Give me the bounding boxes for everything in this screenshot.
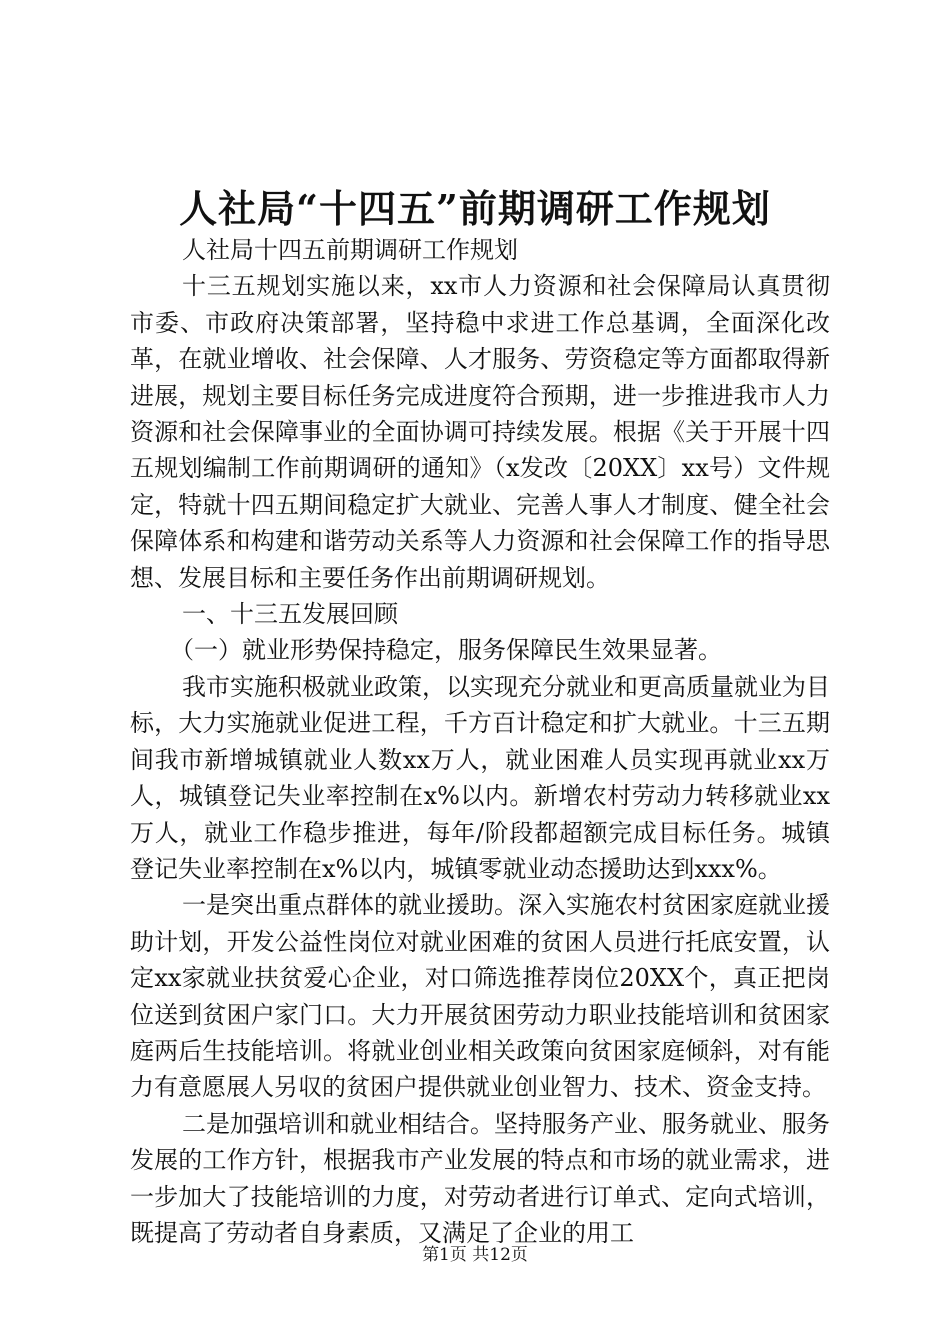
body-paragraph: 一是突出重点群体的就业援助。深入实施农村贫困家庭就业援助计划，开发公益性岗位对就业困难的贫困人员进行托底安置，认定xx家就业扶贫爱心企业，对口筛选推荐岗位20XX个，真正把岗位送到贫困户家门口。大力开展贫困劳动力职业技能培训和贫困家庭两后生技能培训。将就业创业相关政策向贫困家庭倾斜，对有能力有意愿展人另収的贫困户提供就业创业智力、技术、资金支持。 — [130, 891, 830, 1102]
section-heading: 一、十三五发展回顾 — [182, 600, 398, 629]
body-paragraph: 我市实施积极就业政策，以实现充分就业和更高质量就业为目标，大力实施就业促进工程，千方百计稳定和扩大就业。十三五期间我市新增城镇就业人数xx万人，就业困难人员实现再就业xx万人，城镇登记失业率控制在x%以内。新增农村劳动力转移就业xx万人，就业工作稳步推进，每年/阶段都超额完成目标任务。城镇登记失业率控制在x%以内，城镇零就业动态援助达到xxx%。 — [130, 672, 830, 883]
document-body — [130, 232, 830, 1251]
page-footer: 第1页 共12页 — [422, 1245, 528, 1265]
subtitle-paragraph: 人社局十四五前期调研工作规划 — [182, 236, 518, 264]
body-paragraph: 二是加强培训和就业相结合。坚持服务产业、服务就业、服务发展的工作方针，根据我市产业发展的特点和市场的就业需求，进一步加大了技能培训的力度，对劳动者进行订单式、定向式培训，既提高了劳动者自身素质，又满足了企业的用工 — [130, 1109, 830, 1247]
document-title: 人社局“十四五”前期调研工作规划 — [179, 186, 771, 231]
body-paragraph: 十三五规划实施以来，xx市人力资源和社会保障局认真贯彻市委、市政府决策部署，坚持稳中求进工作总基调，全面深化改革，在就业增收、社会保障、人才服务、劳资稳定等方面都取得新进展，规划主要目标任务完成进度符合预期，进一步推进我市人力资源和社会保障事业的全面协调可持续发展。根据《关于开展十四五规划编制工作前期调研的通知》（x发改〔20XX〕xx号）文件规定，特就十四五期间稳定扩大就业、完善人事人才制度、健全社会保障体系和构建和谐劳动关系等人力资源和社会保障工作的指导思想、发展目标和主要任务作出前期调研规划。 — [130, 272, 830, 592]
subsection-heading: （一）就业形势保持稳定，服务保障民生效果显著。 — [170, 636, 722, 665]
